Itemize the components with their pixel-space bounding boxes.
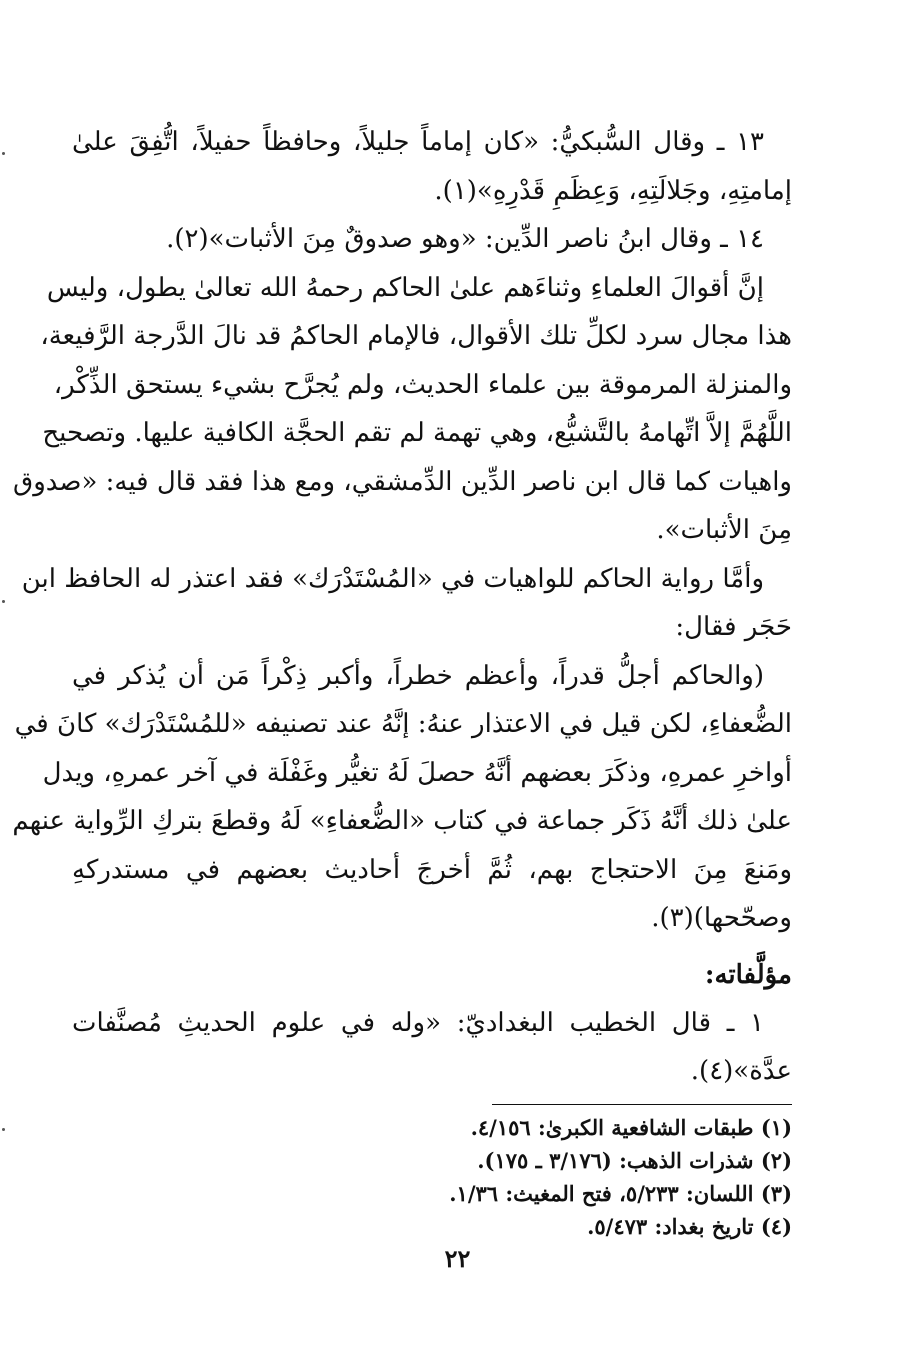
scan-edge-mark bbox=[2, 152, 5, 155]
footnote-2: (٢) شذرات الذهب: (٣/١٧٦ ـ ١٧٥). bbox=[477, 1147, 792, 1173]
text-line: إنَّ أقوالَ العلماءِ وثناءَهم علىٰ الحاكم رحمهُ الله تعالىٰ يطول، وليس bbox=[46, 272, 764, 303]
text-line: عدَّة»(٤). bbox=[690, 1056, 792, 1086]
text-line: اللَّهُمَّ إلاَّ اتِّهامهُ بالتَّشيُّع، وهي تهمة لم تقم الحجَّة الكافية عليها. وتصحيح bbox=[42, 418, 792, 448]
text-line: الضُّعفاءِ، لكن قيل في الاعتذار عنهُ: إنَّهُ عند تصنيفه «للمُسْتَدْرَك» كانَ في bbox=[14, 709, 792, 739]
text-line: واهيات كما قال ابن ناصر الدِّين الدِّمشقي، ومع هذا فقد قال فيه: «صدوق bbox=[13, 466, 792, 497]
text-line: إمامتِهِ، وجَلالَتِهِ، وَعِظَمِ قَدْرِهِ»(١). bbox=[434, 175, 792, 206]
footnote-3: (٣) اللسان: ٥/٢٣٣، فتح المغيث: ١/٣٦. bbox=[449, 1180, 792, 1206]
text-line: وأمَّا رواية الحاكم للواهيات في «المُسْتَدْرَك» فقد اعتذر له الحافظ ابن bbox=[21, 563, 764, 594]
footnote-separator bbox=[492, 1104, 792, 1105]
text-line: ومَنعَ مِنَ الاحتجاج بهم، ثُمَّ أخرجَ أحاديث بعضهم في مستدركهِ bbox=[72, 854, 792, 885]
paragraph-ibn-hajar-quote bbox=[12, 652, 792, 943]
scan-edge-mark bbox=[2, 1128, 5, 1131]
paragraph-subki-quote bbox=[72, 118, 792, 215]
text-line: والمنزلة المرموقة بين علماء الحديث، ولم يُجرَّح بشيء يستحق الذِّكْر، bbox=[53, 369, 792, 400]
footnote-4: (٤) تاريخ بغداد: ٥/٤٧٣. bbox=[587, 1213, 792, 1239]
text-line: ١٤ ـ وقال ابنُ ناصر الدِّين: «وهو صدوقٌ مِنَ الأثبات»(٢). bbox=[166, 224, 764, 254]
text-line: علىٰ ذلك أنَّهُ ذَكَر جماعة في كتاب «الضُّعفاءِ» لَهُ وقطعَ بتركِ الرِّواية عنهم bbox=[12, 806, 792, 836]
text-line: (والحاكم أجلُّ قدراً، وأعظم خطراً، وأكبر ذِكْراً مَن أن يُذكر في bbox=[72, 660, 764, 691]
section-heading-works: مؤلَّفاته: bbox=[704, 959, 792, 990]
page-body bbox=[12, 118, 792, 1243]
paragraph-works bbox=[72, 999, 792, 1096]
footnote-1: (١) طبقات الشافعية الكبرىٰ: ٤/١٥٦. bbox=[470, 1114, 792, 1140]
text-line: مِنَ الأثبات». bbox=[656, 515, 792, 545]
text-line: حَجَر فقال: bbox=[675, 612, 792, 642]
scan-edge-mark bbox=[2, 600, 5, 603]
text-line: ١ ـ قال الخطيب البغداديّ: «وله في علوم الحديثِ مُصنَّفات bbox=[72, 1007, 764, 1038]
paragraph-scholars-praise bbox=[13, 264, 792, 555]
text-line: وصحّحها)(٣). bbox=[651, 903, 792, 933]
page-number: ٢٢ bbox=[444, 1244, 471, 1273]
paragraph-ibn-nasir-quote bbox=[72, 215, 792, 264]
text-line: هذا مجال سرد لكلِّ تلك الأقوال، فالإمام الحاكمُ قد نالَ الدَّرجة الرَّفيعة، bbox=[40, 321, 792, 351]
text-line: أواخرِ عمرهِ، وذكَرَ بعضهم أنَّهُ حصلَ لَهُ تغيُّر وغَفْلَة في آخر عمرهِ، ويدل bbox=[42, 757, 792, 788]
paragraph-ibn-hajar-intro bbox=[21, 555, 792, 652]
footnotes bbox=[72, 1111, 792, 1243]
text-line: ١٣ ـ وقال السُّبكيُّ: «كان إماماً جليلاً، وحافظاً حفيلاً، اتُّفِقَ علىٰ bbox=[72, 127, 764, 157]
